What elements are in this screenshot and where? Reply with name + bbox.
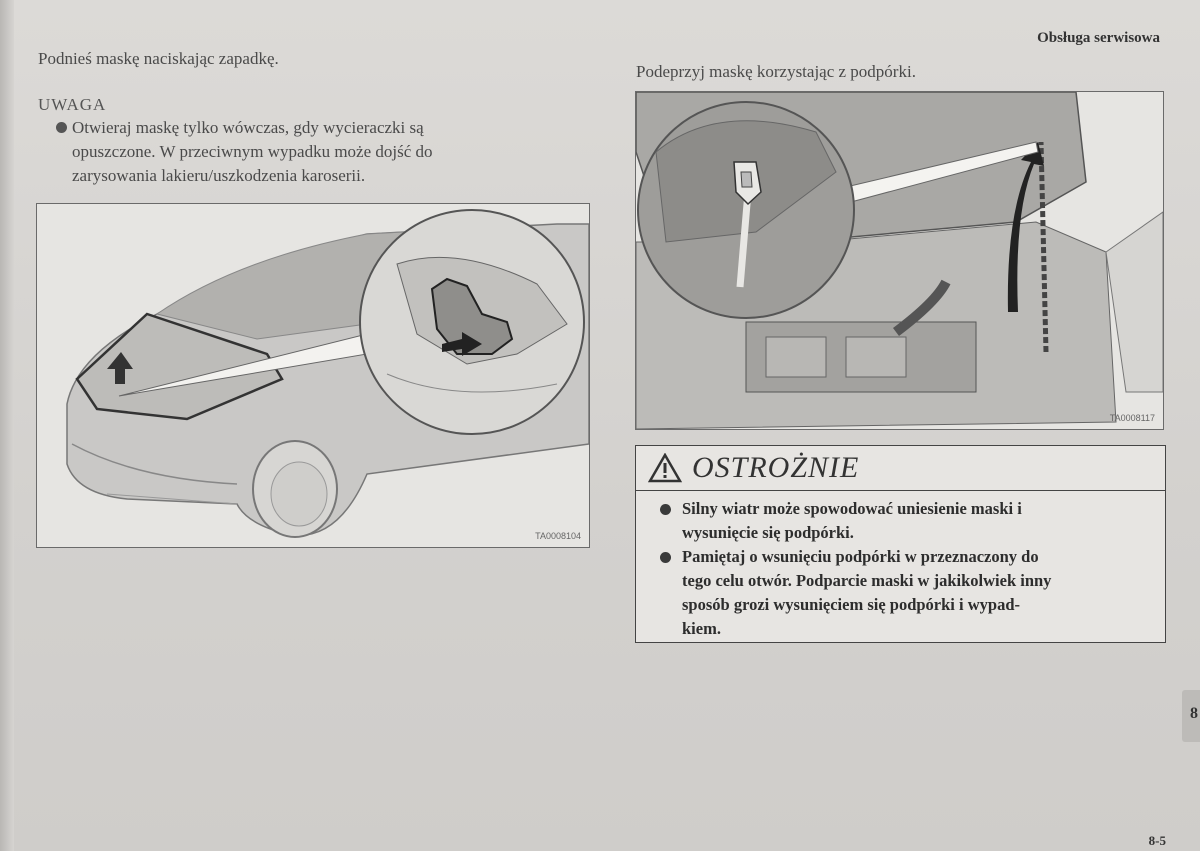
warning-triangle-icon — [648, 453, 682, 483]
hood-support-figure — [635, 91, 1164, 430]
uwaga-title: UWAGA — [38, 95, 107, 114]
bullet-icon — [56, 122, 67, 133]
caution-item-2 — [658, 545, 1153, 641]
figure-code: TA0008117 — [1109, 413, 1155, 423]
caution-title: OSTROŻNIE — [692, 451, 860, 484]
caution-line: wysunięcie się podpórki. — [682, 523, 854, 542]
section-header: Obsługa serwisowa — [1037, 30, 1160, 46]
caution-line: sposób grozi wysunięciem się podpórki i wypad- — [682, 595, 1020, 614]
hood-latch-figure — [36, 203, 590, 548]
caution-line: Silny wiatr może spowodować uniesienie maski i — [682, 499, 1022, 518]
caution-line: kiem. — [682, 619, 721, 638]
caution-body — [636, 491, 1165, 641]
caution-box — [635, 445, 1166, 643]
caution-header — [636, 446, 1165, 491]
right-intro-text: Podeprzyj maskę korzystając z podpórki. — [636, 62, 916, 81]
bullet-icon — [660, 552, 671, 563]
page-number: 8-5 — [1148, 833, 1166, 848]
caution-item-1 — [658, 497, 1153, 545]
figure-code: TA0008104 — [535, 531, 581, 541]
hood-prop-illustration — [636, 92, 1163, 429]
uwaga-body — [52, 116, 592, 188]
caution-line: tego celu otwór. Podparcie maski w jakikolwiek inny — [682, 571, 1052, 590]
caution-line: Pamiętaj o wsunięciu podpórki w przeznaczony do — [682, 547, 1039, 566]
uwaga-line-2: opuszczone. W przeciwnym wypadku może dojść do — [72, 142, 433, 161]
uwaga-line-3: zarysowania lakieru/uszkodzenia karoserii. — [72, 166, 366, 185]
bullet-icon — [660, 504, 671, 515]
page-gutter — [0, 0, 14, 851]
chapter-tab-number: 8 — [1190, 705, 1198, 722]
car-hood-latch-illustration — [37, 204, 589, 547]
uwaga-line-1: Otwieraj maskę tylko wówczas, gdy wycieraczki są — [72, 118, 424, 137]
left-intro-text: Podnieś maskę naciskając zapadkę. — [38, 49, 279, 68]
